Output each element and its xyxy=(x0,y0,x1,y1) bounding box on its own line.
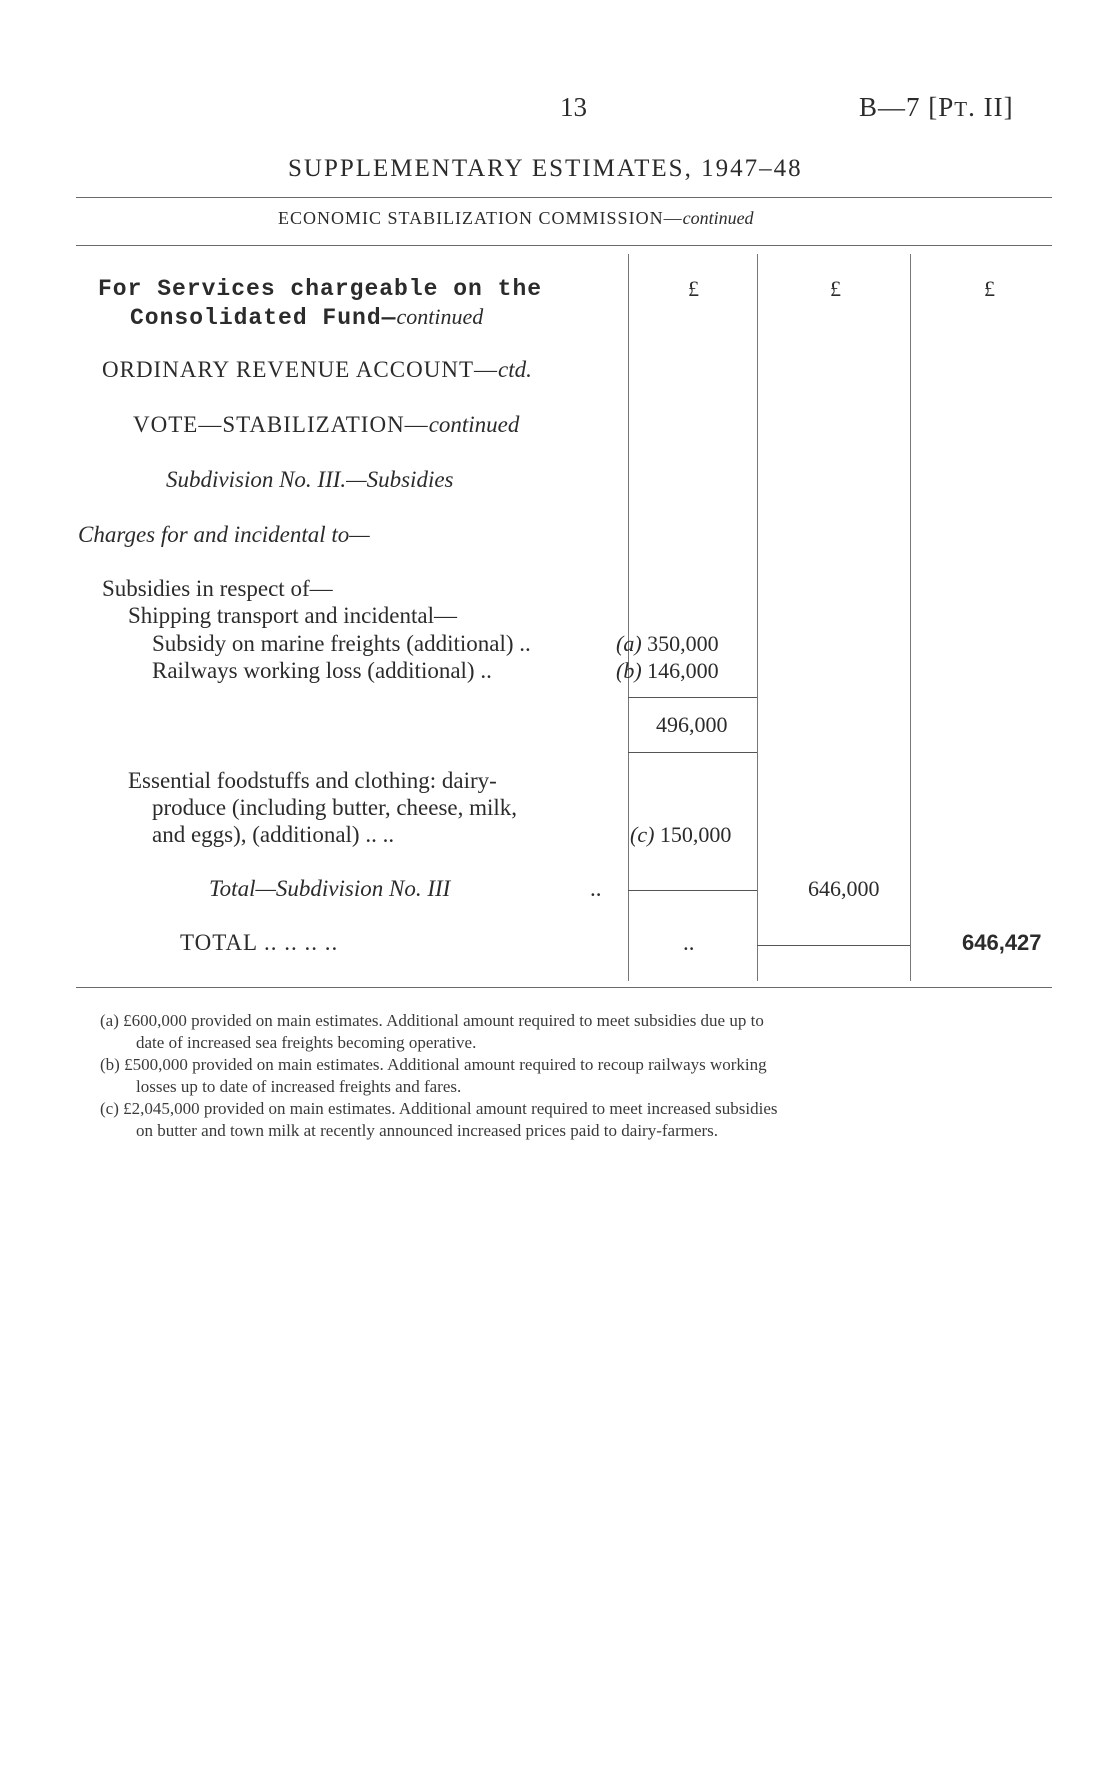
heading-continued: continued xyxy=(396,304,484,329)
total-col2-rule xyxy=(757,945,910,946)
vote-heading xyxy=(133,412,519,438)
table-top-rule xyxy=(76,245,1052,246)
foodstuffs-line1: Essential foodstuffs and clothing: dairy- xyxy=(128,768,497,793)
ref-end: . II] xyxy=(968,92,1014,122)
column-divider-3 xyxy=(910,254,911,981)
subdivision-total-amount: 646,000 xyxy=(808,876,880,901)
table-bottom-rule xyxy=(76,987,1052,988)
consolidated-fund-heading-line2 xyxy=(130,304,483,331)
foodstuffs-line2: produce (including butter, cheese, milk, xyxy=(152,795,518,820)
marine-freights-amount xyxy=(616,631,719,657)
subtotal-rule-top xyxy=(628,697,757,698)
page-subtitle xyxy=(278,208,754,229)
footnote-c-line1: (c) £2,045,000 provided on main estimates. Additional amount required to meet increased subsidies xyxy=(100,1099,778,1118)
subtitle-main: ECONOMIC STABILIZATION COMMISSION— xyxy=(278,208,683,228)
document-reference xyxy=(859,92,1014,123)
marine-amount: 350,000 xyxy=(647,631,719,656)
subdivision-total-text: Total—Subdivision No. III xyxy=(209,876,451,901)
subdivision-heading-text: Subdivision No. III.—Subsidies xyxy=(166,467,454,492)
footnote-c-line2: on butter and town milk at recently announced increased prices paid to dairy-farmers. xyxy=(136,1121,719,1140)
account-heading-ctd: ctd. xyxy=(498,357,532,382)
marine-ref: (a) xyxy=(616,631,642,656)
subdivision-total-dots: .. xyxy=(590,876,602,901)
footnote-a-line1: (a) £600,000 provided on main estimates. Additional amount required to meet subsidies due up to xyxy=(100,1011,764,1030)
consolidated-fund-heading-line1: For Services chargeable on the xyxy=(98,276,543,302)
vote-heading-continued: continued xyxy=(428,412,520,437)
vote-heading-main: VOTE—STABILIZATION— xyxy=(133,412,429,437)
food-ref: (c) xyxy=(630,822,655,847)
page-number: 13 xyxy=(560,92,587,122)
heading-line2-main: Consolidated Fund— xyxy=(130,305,397,331)
footnote-a-line2: date of increased sea freights becoming operative. xyxy=(136,1033,477,1052)
shipping-heading: Shipping transport and incidental— xyxy=(128,603,457,628)
rail-ref: (b) xyxy=(616,658,642,683)
foodstuffs-amount xyxy=(630,822,731,848)
shipping-subtotal: 496,000 xyxy=(656,712,728,737)
charges-heading-text: Charges for and incidental to— xyxy=(78,522,370,547)
ref-main: B—7 [P xyxy=(859,92,955,122)
railways-loss-amount xyxy=(616,658,719,684)
rail-amount: 146,000 xyxy=(647,658,719,683)
total-label: TOTAL .. .. .. .. xyxy=(180,930,339,955)
marine-freights-label: Subsidy on marine freights (additional) .. xyxy=(152,631,531,656)
charges-heading xyxy=(78,522,370,548)
grand-total: 646,427 xyxy=(962,930,1042,955)
footnote-b-line1: (b) £500,000 provided on main estimates. Additional amount required to recoup railways working xyxy=(100,1055,767,1074)
railways-loss-label: Railways working loss (additional) .. xyxy=(152,658,492,683)
pound-header-col1: £ xyxy=(688,276,699,301)
column-divider-1 xyxy=(628,254,629,981)
total-col1-dots: .. xyxy=(683,930,695,955)
foodstuffs-line3: and eggs), (additional) .. .. xyxy=(152,822,395,847)
food-amount: 150,000 xyxy=(659,822,732,847)
account-heading-main: ORDINARY REVENUE ACCOUNT— xyxy=(102,357,498,382)
ref-small-caps: T xyxy=(954,97,969,121)
subsidies-intro: Subsidies in respect of— xyxy=(102,576,333,601)
account-heading xyxy=(102,357,532,383)
subdivision-heading xyxy=(166,467,454,493)
subdivision-total-label xyxy=(209,876,450,902)
subtitle-continued: continued xyxy=(682,208,754,228)
pound-header-col2: £ xyxy=(830,276,841,301)
pound-header-col3: £ xyxy=(984,276,995,301)
subtotal-rule-bottom xyxy=(628,752,757,753)
column-divider-2 xyxy=(757,254,758,981)
title-rule xyxy=(76,197,1052,198)
page-title: SUPPLEMENTARY ESTIMATES, 1947–48 xyxy=(288,155,803,182)
subdivision-total-rule xyxy=(628,890,757,891)
footnote-b-line2: losses up to date of increased freights and fares. xyxy=(136,1077,462,1096)
